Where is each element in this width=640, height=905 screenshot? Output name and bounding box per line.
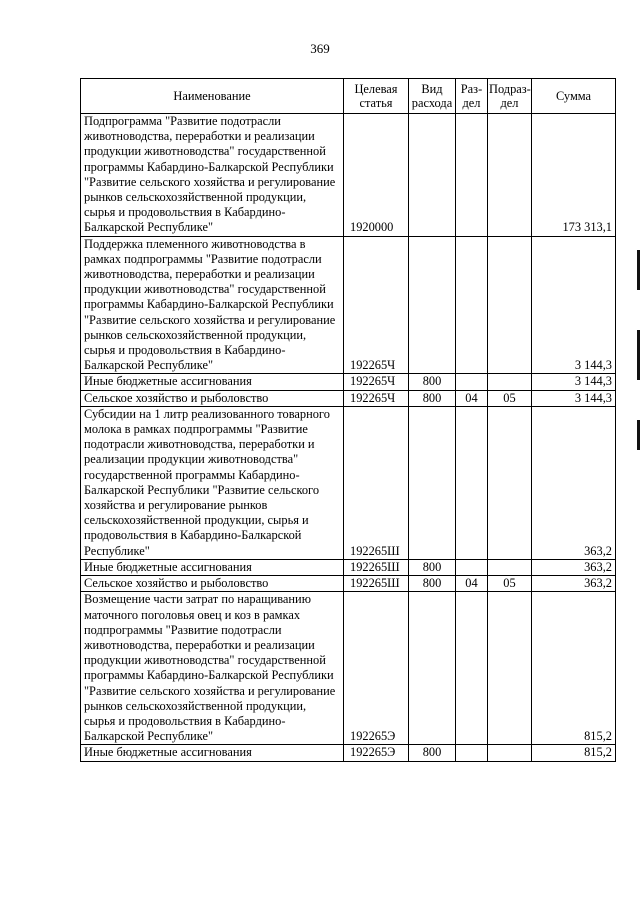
row-sum: 3 144,3 <box>532 236 616 374</box>
header-kind: Вид расхода <box>409 79 456 114</box>
row-name: Подпрограмма "Развитие подотрасли животноводства, переработки и реализации продукции животноводства" государственной программы Кабардино-Балкарской Республики "Развитие сельского хозяйства и регулирование рынков сельскохозяйственной продукции, сырья и продовольствия в Кабардино-Балкарской Республике" <box>81 114 344 237</box>
row-sum: 173 313,1 <box>532 114 616 237</box>
row-target: 192265Ш <box>344 406 409 559</box>
row-kind <box>409 592 456 745</box>
table-row <box>81 236 616 374</box>
row-name: Возмещение части затрат по наращиванию маточного поголовья овец и коз в рамках подпрограммы "Развитие подотрасли животноводства, переработки и реализации продукции животноводства" государственной программы Кабардино-Балкарской Республики "Развитие сельского хозяйства и регулирование рынков сельскохозяйственной продукции, сырья и продовольствия в Кабардино-Балкарской Республике" <box>81 592 344 745</box>
row-name: Сельское хозяйство и рыболовство <box>81 390 344 406</box>
row-target: 192265Э <box>344 592 409 745</box>
row-sum: 815,2 <box>532 592 616 745</box>
row-section <box>456 406 488 559</box>
row-name: Поддержка племенного животноводства в рамках подпрограммы "Развитие подотрасли животноводства, переработки и реализации продукции животноводства" государственной программы Кабардино-Балкарской Республики "Развитие сельского хозяйства и регулирование рынков сельскохозяйственной продукции, сырья и продовольствия в Кабардино-Балкарской Республике" <box>81 236 344 374</box>
row-kind: 800 <box>409 576 456 592</box>
row-target: 192265Ш <box>344 576 409 592</box>
row-target: 1920000 <box>344 114 409 237</box>
row-section: 04 <box>456 576 488 592</box>
row-section: 04 <box>456 390 488 406</box>
table-row <box>81 406 616 559</box>
row-name: Иные бюджетные ассигнования <box>81 559 344 575</box>
row-subsection <box>488 559 532 575</box>
row-subsection <box>488 592 532 745</box>
row-section <box>456 559 488 575</box>
row-section <box>456 114 488 237</box>
header-subsection: Подраз- дел <box>488 79 532 114</box>
row-section <box>456 374 488 390</box>
row-subsection <box>488 374 532 390</box>
row-section <box>456 236 488 374</box>
row-subsection <box>488 114 532 237</box>
row-kind: 800 <box>409 374 456 390</box>
row-name: Субсидии на 1 литр реализованного товарного молока в рамках подпрограммы "Развитие подотрасли животноводства, переработки и реализации продукции животноводства" государственной программы Кабардино-Балкарской Республики "Развитие сельского хозяйства и регулирование рынков сельскохозяйственной продукции, сырья и продовольствия в Кабардино-Балкарской Республике" <box>81 406 344 559</box>
table-row <box>81 114 616 237</box>
budget-table <box>80 78 616 762</box>
row-subsection <box>488 406 532 559</box>
row-kind: 800 <box>409 559 456 575</box>
table-row <box>81 374 616 390</box>
row-kind <box>409 406 456 559</box>
table-header-row <box>81 79 616 114</box>
table-row <box>81 576 616 592</box>
row-subsection: 05 <box>488 576 532 592</box>
row-section <box>456 745 488 761</box>
table-row <box>81 745 616 761</box>
row-target: 192265Ш <box>344 559 409 575</box>
row-sum: 3 144,3 <box>532 390 616 406</box>
row-subsection: 05 <box>488 390 532 406</box>
row-sum: 363,2 <box>532 559 616 575</box>
row-target: 192265Э <box>344 745 409 761</box>
row-target: 192265Ч <box>344 374 409 390</box>
row-kind: 800 <box>409 390 456 406</box>
row-subsection <box>488 236 532 374</box>
row-kind <box>409 114 456 237</box>
row-target: 192265Ч <box>344 390 409 406</box>
header-target: Целевая статья <box>344 79 409 114</box>
row-name: Иные бюджетные ассигнования <box>81 745 344 761</box>
row-sum: 3 144,3 <box>532 374 616 390</box>
row-section <box>456 592 488 745</box>
header-section: Раз- дел <box>456 79 488 114</box>
row-name: Иные бюджетные ассигнования <box>81 374 344 390</box>
header-sum: Сумма <box>532 79 616 114</box>
row-subsection <box>488 745 532 761</box>
row-name: Сельское хозяйство и рыболовство <box>81 576 344 592</box>
row-sum: 363,2 <box>532 406 616 559</box>
page-number: 369 <box>310 41 330 56</box>
table-row <box>81 592 616 745</box>
table-row <box>81 390 616 406</box>
row-sum: 363,2 <box>532 576 616 592</box>
header-name: Наименование <box>81 79 344 114</box>
row-kind <box>409 236 456 374</box>
table-row <box>81 559 616 575</box>
row-sum: 815,2 <box>532 745 616 761</box>
row-kind: 800 <box>409 745 456 761</box>
row-target: 192265Ч <box>344 236 409 374</box>
